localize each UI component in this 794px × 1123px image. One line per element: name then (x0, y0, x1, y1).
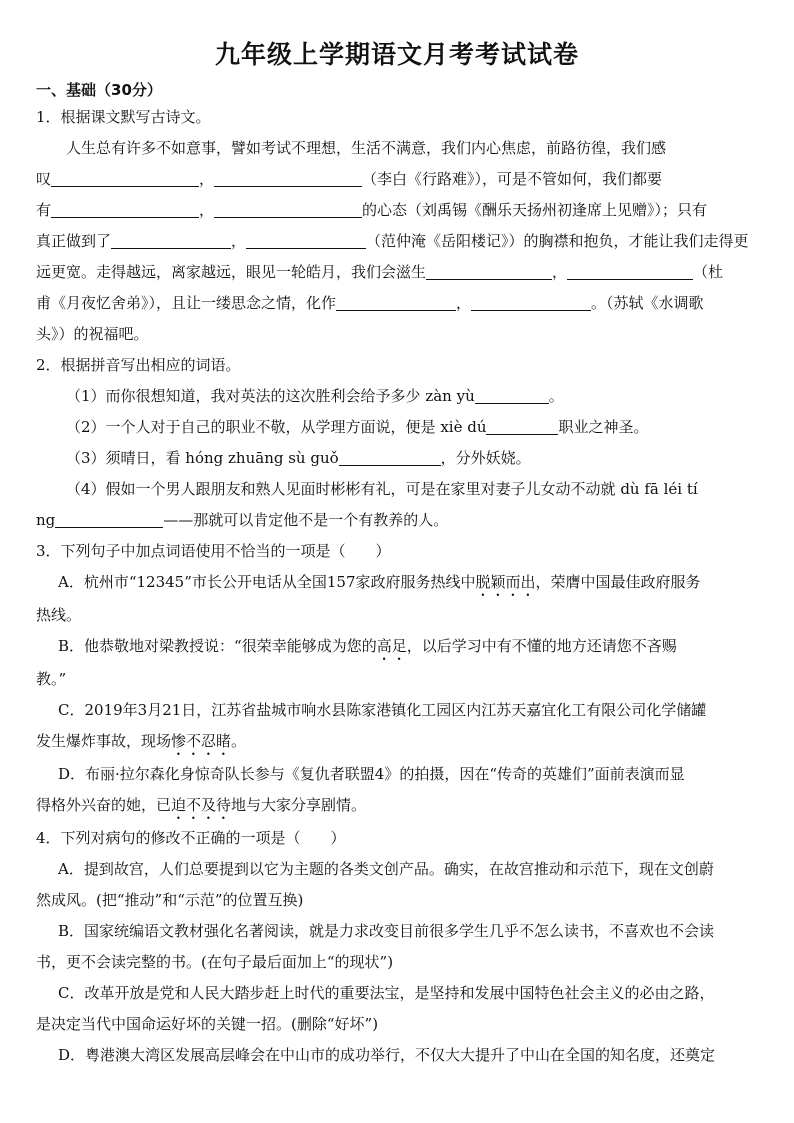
text-span: B．他恭敬地对梁教授说：“很荣幸能够成为您的 (58, 637, 377, 655)
passage-line (36, 195, 758, 226)
option-c-continuation: 是决定当代中国命运好坏的关键一招。(删除“好坏”) (36, 1015, 379, 1033)
passage-line (36, 257, 758, 288)
option-b-continuation: 书，更不会读完整的书。(在句子最后面加上“的现状”) (36, 953, 394, 971)
option-d: D．粤港澳大湾区发展高层峰会在中山市的成功举行，不仅大大提升了中山在全国的知名度，还奠定 (58, 1046, 716, 1064)
section-heading: 一、基础（30分） (36, 81, 162, 99)
text-span: 。 (231, 732, 247, 750)
question-stem: 3．下列句子中加点词语使用不恰当的一项是（ ） (36, 542, 391, 560)
text-span: （1）而你很想知道，我对英法的这次胜利会给予多少 zàn yù (66, 387, 475, 405)
text-span: 得格外兴奋的她，已 (36, 796, 172, 814)
text-span: （李白《行路难》），可是不管如何，我们都要 (362, 170, 663, 188)
text-span: ，以后学习中有不懂的地方还请您不吝赐 (406, 637, 677, 655)
sub-item: （4）假如一个男人跟朋友和熟人见面时彬彬有礼，可是在家里对妻子儿女动不动就 dù fā léi tí (66, 480, 698, 498)
text-span: ng (36, 511, 56, 529)
question-2 (36, 350, 758, 536)
answer-blank[interactable] (336, 294, 456, 311)
option-a: A．提到故宫，人们总要提到以它为主题的各类文创产品。确实，在故宫推动和示范下，现在文创蔚 (58, 860, 714, 878)
sub-item (36, 443, 758, 474)
text-span: 真正做到了 (36, 232, 112, 250)
text-span: 。 (548, 387, 564, 405)
text-span: （2）一个人对于自己的职业不敬，从学理方面说，便是 xiè dú (66, 418, 487, 436)
text-span: 甫《月夜忆舍弟》），且让一缕思念之情，化作 (36, 294, 337, 312)
option-a-continuation: 然成风。(把“推动”和“示范”的位置互换) (36, 891, 304, 909)
sub-item-continuation (36, 505, 758, 536)
dotted-word: 惨不忍睹 (171, 732, 232, 750)
question-stem: 4．下列对病句的修改不正确的一项是（ ） (36, 829, 346, 847)
text-span: 职业之神圣。 (558, 418, 649, 436)
text-span: ，荣膺中国最佳政府服务 (535, 573, 701, 591)
option-c: C．2019年3月21日，江苏省盐城市响水县陈家港镇化工园区内江苏天嘉宜化工有限公司化学储罐 (58, 701, 707, 719)
option-d-continuation (36, 790, 758, 823)
option-a-continuation: 热线。 (36, 606, 82, 624)
text-span: （范仲淹《岳阳楼记》）的胸襟和抱负，才能让我们走得更 (366, 232, 749, 250)
question-4 (36, 823, 758, 1071)
option-b-continuation: 教。” (36, 670, 67, 688)
text-span: A．杭州市“12345”市长公开电话从全国157家政府服务热线中 (58, 573, 476, 591)
answer-blank[interactable] (471, 294, 591, 311)
sub-item (36, 412, 758, 443)
passage-line (36, 164, 758, 195)
option-b: B．国家统编语文教材强化名著阅读，就是力求改变目前很多学生几乎不怎么读书，不喜欢也不会读 (58, 922, 715, 940)
answer-blank[interactable] (246, 232, 366, 249)
text-span: （杜 (693, 263, 724, 281)
answer-blank[interactable] (214, 201, 362, 218)
passage-line: 人生总有许多不如意事，譬如考试不理想，生活不满意，我们内心焦虑，前路彷徨，我们感 (66, 139, 667, 157)
answer-blank[interactable] (339, 449, 441, 466)
sub-item (36, 381, 758, 412)
question-stem: 2．根据拼音写出相应的词语。 (36, 356, 241, 374)
answer-blank[interactable] (475, 387, 549, 404)
text-span: 地与大家分享剧情。 (231, 796, 367, 814)
dotted-word: 迫不及待 (171, 796, 232, 814)
text-span: 远更宽。走得越远，离家越远，眼见一轮皓月，我们会滋生 (36, 263, 427, 281)
text-span: ，分外妖娆。 (440, 449, 531, 467)
option-c: C．改革开放是党和人民大踏步赶上时代的重要法宝，是坚持和发展中国特色社会主义的必由之路， (58, 984, 715, 1002)
answer-blank[interactable] (426, 263, 552, 280)
page-title: 九年级上学期语文月考考试试卷 (214, 40, 579, 69)
passage-line: 头》）的祝福吧。 (36, 325, 149, 343)
text-span: （3）须晴日，看 hóng zhuāng sù guǒ (66, 449, 339, 467)
text-span: ， (199, 201, 215, 219)
text-span: ——那就可以肯定他不是一个有教养的人。 (163, 511, 449, 529)
answer-blank[interactable] (486, 418, 558, 435)
text-span: 的心态（刘禹锡《酬乐天扬州初逢席上见赠》）；只有 (362, 201, 708, 219)
text-span: ， (552, 263, 568, 281)
answer-blank[interactable] (567, 263, 693, 280)
dotted-word: 高足 (376, 637, 407, 655)
option-c-continuation (36, 726, 758, 759)
text-span: 有 (36, 201, 52, 219)
dotted-word: 脱颖而出 (475, 573, 536, 591)
answer-blank[interactable] (111, 232, 231, 249)
passage-line (36, 288, 758, 319)
option-d: D．布丽·拉尔森化身惊奇队长参与《复仇者联盟4》的拍摄，因在“传奇的英雄们”面前表演而显 (58, 765, 685, 783)
question-3 (36, 536, 758, 823)
text-span: ， (231, 232, 247, 250)
option-a (36, 567, 758, 600)
option-b (36, 631, 758, 664)
text-span: 。（苏轼《水调歌 (591, 294, 704, 312)
text-span: 叹 (36, 170, 52, 188)
question-stem: 1．根据课文默写古诗文。 (36, 108, 211, 126)
question-1 (36, 102, 758, 350)
text-span: 发生爆炸事故，现场 (36, 732, 172, 750)
answer-blank[interactable] (214, 170, 362, 187)
answer-blank[interactable] (55, 511, 163, 528)
text-span: ， (199, 170, 215, 188)
text-span: ， (456, 294, 472, 312)
answer-blank[interactable] (51, 201, 199, 218)
passage-line (36, 226, 758, 257)
answer-blank[interactable] (51, 170, 199, 187)
